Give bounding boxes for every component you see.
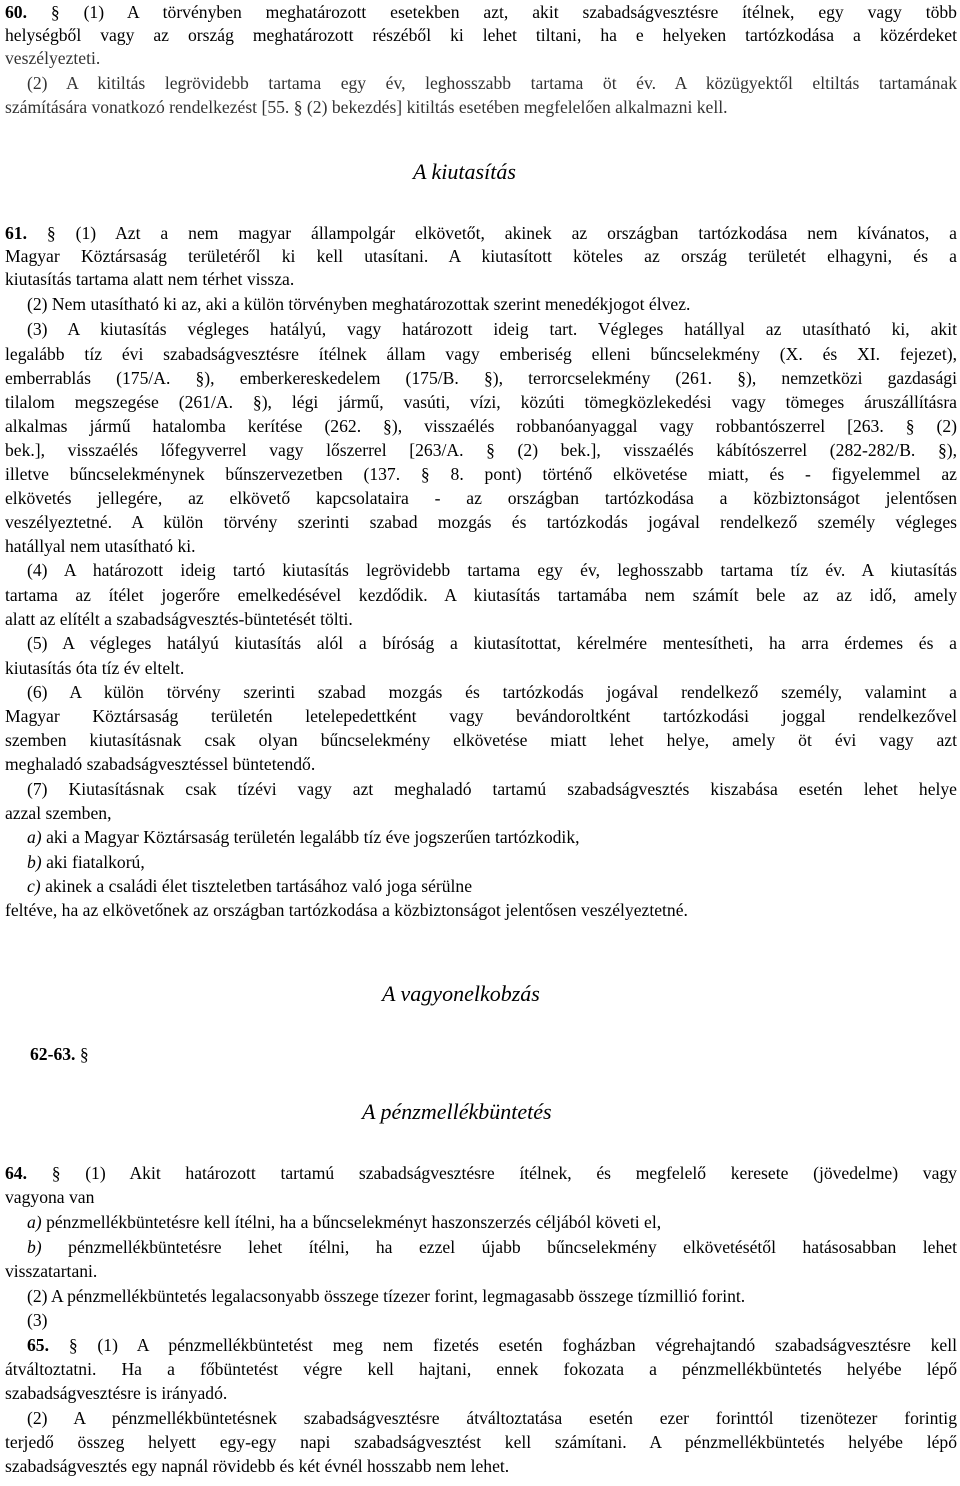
s60-number: 60. xyxy=(5,2,27,22)
s60-line-5 xyxy=(5,96,728,118)
s61-line-18: (5) A végleges hatályú kiutasítás alól a bíróság a kiutasítottat, kérelmére mentesítheti, ha arra érdemes és a xyxy=(27,633,957,653)
section-symbol: § xyxy=(79,1044,89,1064)
s61-item-c xyxy=(27,875,472,897)
s61-line-11: illetve bűncselekménynek bűnszervezetben (137. § 8. pont) történő elkövetése miatt, és - figyelemmel az xyxy=(5,464,957,484)
s6263-line xyxy=(30,1043,89,1065)
item-text: akinek a családi élet tiszteletben tartásához való joga sérülne xyxy=(45,876,473,896)
s61-line-9: alkalmas jármű hatalomba kerítése (262. §), visszaélés robbanóanyaggal vagy robbantószerrel [263. § (2) xyxy=(5,416,957,436)
s65-line-4: (2) A pénzmellékbüntetésnek szabadságvesztésre átváltoztatása esetén ezer forinttól tizenötezer forintig xyxy=(27,1408,957,1428)
s61-item-b xyxy=(27,851,145,873)
s61-line-23: meghaladó szabadságvesztéssel büntetendő. xyxy=(5,754,316,774)
s61-line-16: tartama az ítélet jogerőre emelkedésével kezdődik. A kiutasítás tartamába nem számít bele az az idő, amely xyxy=(5,585,957,605)
section-symbol: § xyxy=(51,1163,61,1183)
s65-line-2: átváltoztatni. Ha a főbüntetést végre kell hajtani, ennek fokozata a pénzmellékbüntetés helyébe lépő xyxy=(5,1359,957,1379)
s64-text-1: (1) Akit határozott tartamú szabadságvesztésre ítélnek, és megfelelő keresete (jövedelme) vagy xyxy=(85,1163,957,1183)
item-label: b) xyxy=(27,1237,42,1257)
heading-kiutasitas: A kiutasítás xyxy=(413,159,516,184)
s61-line-26: feltéve, ha az elkövetőnek az országban tartózkodása a közbiztonságot jelentősen veszélyeztetné. xyxy=(5,900,688,920)
heading-penzmellekbuntetes: A pénzmellékbüntetés xyxy=(362,1099,552,1124)
item-text: pénzmellékbüntetésre lehet ítélni, ha ezzel újabb bűncselekmény elkövetésétől hatásosabban lehet xyxy=(68,1237,957,1257)
s60-text-5a: számítására vonatkozó rendelkezést [55. xyxy=(5,97,290,117)
s61-line-14: hatállyal nem utasítható ki. xyxy=(5,536,196,556)
section-symbol: § xyxy=(293,97,303,117)
s65-line-6: szabadságvesztés egy napnál rövidebb és két évnél hosszabb nem lehet. xyxy=(5,1456,510,1476)
s64-line-3: visszatartani. xyxy=(5,1261,98,1281)
s61-item-a xyxy=(27,826,580,848)
s61-line-3: kiutasítás tartama alatt nem térhet vissza. xyxy=(5,269,295,289)
s61-line-13: veszélyeztetné. A külön törvény szerinti szabad mozgás és tartózkodás jogával rendelkező személy végleges xyxy=(5,512,957,532)
s65-line-3: szabadságvesztésre is irányadó. xyxy=(5,1383,228,1403)
s64-line-5: (3) xyxy=(27,1310,48,1330)
item-text: pénzmellékbüntetésre kell ítélni, ha a bűncselekményt haszonszerzés céljából követi el, xyxy=(46,1212,662,1232)
s61-line-2: Magyar Köztársaság területéről ki kell utasítani. A kiutasított köteles az ország területét elhagyni, és a xyxy=(5,246,957,266)
item-text: aki fiatalkorú, xyxy=(46,852,145,872)
s61-text-1: (1) Azt a nem magyar állampolgár elkövetőt, akinek az országban tartózkodása nem kívánatos, a xyxy=(75,223,957,243)
s61-line-19: kiutasítás óta tíz év eltelt. xyxy=(5,658,185,678)
section-symbol: § xyxy=(68,1335,78,1355)
s60-line-2: helységből vagy az ország meghatározott részéből ki lehet tiltani, ha e helyeken tartózkodása a közérdeket xyxy=(5,25,957,45)
s61-line-17: alatt az elítélt a szabadságvesztés-büntetését tölti. xyxy=(5,609,353,629)
s60-text-5b: (2) bekezdés] kitiltás esetében megfelelően alkalmazni kell. xyxy=(306,97,728,117)
s61-line-20: (6) A külön törvény szerinti szabad mozgás és tartózkodás jogával rendelkező személy, valamint a xyxy=(27,682,957,702)
item-label: a) xyxy=(27,827,42,847)
s65-text-1: (1) A pénzmellékbüntetést meg nem fizetés esetén fogházban végrehajtandó szabadságvesztésre kell xyxy=(97,1335,957,1355)
s60-line-3: veszélyezteti. xyxy=(5,48,101,68)
s61-line-7: emberrablás (175/A. §), emberkereskedelem (175/B. §), terrorcselekmény (261. §), nemzetközi gazdasági xyxy=(5,368,957,388)
s61-line-1 xyxy=(5,222,957,244)
s61-line-8: tilalom megszegése (261/A. §), légi jármű, vasúti, vízi, közúti tömegközlekedési vagy tömeges áruszállításra xyxy=(5,392,957,412)
s65-number: 65. xyxy=(27,1335,49,1355)
s64-line-2: vagyona van xyxy=(5,1187,95,1207)
s64-line-4: (2) A pénzmellékbüntetés legalacsonyabb összege tízezer forint, legmagasabb összege tízmillió forint. xyxy=(27,1286,746,1306)
s61-line-24: (7) Kiutasításnak csak tízévi vagy azt meghaladó tartamú szabadságvesztés kiszabása esetén lehet helye xyxy=(27,779,957,799)
s61-number: 61. xyxy=(5,223,27,243)
item-label: b) xyxy=(27,852,42,872)
s64-item-a xyxy=(27,1211,661,1233)
s61-line-21: Magyar Köztársaság területén letelepedettként vagy bevándoroltként tartózkodási joggal rendelkezővel xyxy=(5,706,957,726)
s61-line-25: azzal szemben, xyxy=(5,803,112,823)
s65-line-1 xyxy=(27,1334,957,1356)
s64-number: 64. xyxy=(5,1163,27,1183)
s65-line-5: terjedő összeg helyett egy-egy napi szabadságvesztést kell számítani. A pénzmellékbüntetés helyébe lépő xyxy=(5,1432,957,1452)
item-text: aki a Magyar Köztársaság területén legalább tíz éve jogszerűen tartózkodik, xyxy=(46,827,580,847)
s61-line-10: bek.], visszaélés lőfegyverrel vagy lőszerrel [263/A. § (2) bek.], visszaélés kábítószerrel (282-282/B. §), xyxy=(5,440,957,460)
s61-line-5: (3) A kiutasítás végleges hatályú, vagy határozott ideig tart. Végleges hatállyal az utasítható ki, akit xyxy=(27,319,957,339)
s61-line-15: (4) A határozott ideig tartó kiutasítás legrövidebb tartama egy év, leghosszabb tartama tíz év. A kiutasítás xyxy=(27,560,957,580)
heading-vagyonelkobzas: A vagyonelkobzás xyxy=(382,981,540,1006)
s61-line-22: szemben kiutasításnak csak olyan bűncselekmény elkövetése miatt lehet helye, amely öt évi vagy azt xyxy=(5,730,957,750)
item-label: c) xyxy=(27,876,41,896)
section-symbol: § xyxy=(50,2,60,22)
s61-line-6: legalább tíz évi szabadságvesztésre ítélnek állam vagy emberiség elleni bűncselekmény (X. és XI. fejezet), xyxy=(5,344,957,364)
s60-line-1 xyxy=(5,1,957,23)
s64-item-b xyxy=(27,1236,957,1258)
s64-line-1 xyxy=(5,1162,957,1184)
s60-text-1: (1) A törvényben meghatározott esetekben azt, akit szabadságvesztésre ítélnek, egy vagy több xyxy=(83,2,957,22)
s6263-number: 62-63. xyxy=(30,1044,76,1064)
section-symbol: § xyxy=(46,223,56,243)
s61-line-4: (2) Nem utasítható ki az, aki a külön törvényben meghatározottak szerint menedékjogot élvez. xyxy=(27,294,691,314)
s61-line-12: elkövetés jellegére, az elkövető kapcsolataira - az országban tartózkodása a közbiztonságot jelentősen xyxy=(5,488,957,508)
item-label: a) xyxy=(27,1212,42,1232)
s60-line-4: (2) A kitiltás legrövidebb tartama egy év, leghosszabb tartama öt év. A közügyektől eltiltás tartamának xyxy=(27,73,957,93)
